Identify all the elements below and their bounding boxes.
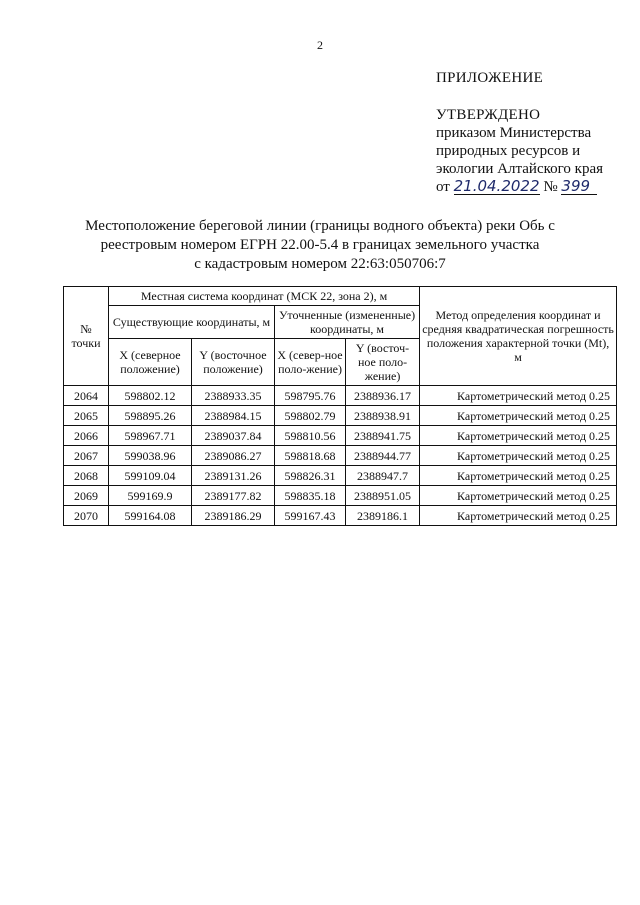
cell-y-refined: 2388944.77 <box>346 446 420 466</box>
cell-method: Картометрический метод 0.25 <box>420 446 617 466</box>
cell-method: Картометрический метод 0.25 <box>420 506 617 526</box>
cell-y-existing: 2389177.82 <box>192 486 275 506</box>
cell-point-number: 2066 <box>64 426 109 446</box>
header-x-existing: X (северное положение) <box>109 339 192 386</box>
header-refined-coordinates: Уточненные (измененные) координаты, м <box>275 306 420 339</box>
table-row <box>64 446 617 466</box>
cell-y-refined: 2388941.75 <box>346 426 420 446</box>
cell-y-existing: 2388984.15 <box>192 406 275 426</box>
approval-heading: УТВЕРЖДЕНО <box>436 107 541 123</box>
document-title <box>80 217 560 274</box>
cell-x-existing: 599164.08 <box>109 506 192 526</box>
table-row <box>64 426 617 446</box>
cell-y-existing: 2389131.26 <box>192 466 275 486</box>
cell-y-refined: 2388938.91 <box>346 406 420 426</box>
cell-x-existing: 599038.96 <box>109 446 192 466</box>
handwritten-date: 21.04.2022 <box>453 177 540 195</box>
title-line-3: с кадастровым номером 22:63:050706:7 <box>194 256 446 272</box>
coordinates-table <box>63 286 617 526</box>
cell-y-refined: 2388947.7 <box>346 466 420 486</box>
header-y-refined: Y (восточ-ное поло-жение) <box>346 339 420 386</box>
approval-line-3: экологии Алтайского края <box>436 161 604 177</box>
header-point-number: № точки <box>64 287 109 386</box>
cell-y-refined: 2389186.1 <box>346 506 420 526</box>
cell-x-existing: 598802.12 <box>109 386 192 406</box>
approval-line-1: приказом Министерства <box>436 125 592 141</box>
cell-x-existing: 598967.71 <box>109 426 192 446</box>
cell-method: Картометрический метод 0.25 <box>420 466 617 486</box>
cell-point-number: 2067 <box>64 446 109 466</box>
cell-point-number: 2070 <box>64 506 109 526</box>
cell-point-number: 2064 <box>64 386 109 406</box>
title-line-2: реестровым номером ЕГРН 22.00-5.4 в границах земельного участка <box>100 237 540 253</box>
cell-x-existing: 599109.04 <box>109 466 192 486</box>
cell-x-refined: 598810.56 <box>275 426 346 446</box>
cell-y-existing: 2388933.35 <box>192 386 275 406</box>
table-row <box>64 506 617 526</box>
table-row <box>64 386 617 406</box>
cell-x-refined: 598826.31 <box>275 466 346 486</box>
cell-y-refined: 2388936.17 <box>346 386 420 406</box>
table-row <box>64 406 617 426</box>
approval-line-2: природных ресурсов и <box>436 143 581 159</box>
cell-x-refined: 599167.43 <box>275 506 346 526</box>
table-row <box>64 486 617 506</box>
number-sign-label: № <box>543 179 558 195</box>
approval-block <box>436 106 636 196</box>
cell-y-refined: 2388951.05 <box>346 486 420 506</box>
header-x-refined: X (север-ное поло-жение) <box>275 339 346 386</box>
header-y-existing: Y (восточное положение) <box>192 339 275 386</box>
header-method: Метод определения координат и средняя квадратическая погрешность положения характерной точки (Mt), м <box>420 287 617 386</box>
cell-method: Картометрический метод 0.25 <box>420 486 617 506</box>
cell-y-existing: 2389037.84 <box>192 426 275 446</box>
cell-x-existing: 599169.9 <box>109 486 192 506</box>
title-line-1: Местоположение береговой линии (границы водного объекта) реки Обь с <box>85 218 555 234</box>
cell-method: Картометрический метод 0.25 <box>420 406 617 426</box>
cell-x-refined: 598802.79 <box>275 406 346 426</box>
cell-x-refined: 598835.18 <box>275 486 346 506</box>
cell-y-existing: 2389086.27 <box>192 446 275 466</box>
order-date-number-line <box>436 178 636 196</box>
cell-method: Картометрический метод 0.25 <box>420 426 617 446</box>
handwritten-order-number: 399 <box>561 179 597 195</box>
table-row <box>64 466 617 486</box>
date-from-label: от <box>436 179 450 195</box>
header-existing-coordinates: Существующие координаты, м <box>109 306 275 339</box>
cell-method: Картометрический метод 0.25 <box>420 386 617 406</box>
cell-point-number: 2065 <box>64 406 109 426</box>
page-number: 2 <box>317 38 323 52</box>
cell-x-existing: 598895.26 <box>109 406 192 426</box>
cell-point-number: 2069 <box>64 486 109 506</box>
cell-point-number: 2068 <box>64 466 109 486</box>
cell-y-existing: 2389186.29 <box>192 506 275 526</box>
header-coordinate-system: Местная система координат (МСК 22, зона 2), м <box>109 287 420 306</box>
cell-x-refined: 598818.68 <box>275 446 346 466</box>
appendix-label: ПРИЛОЖЕНИЕ <box>436 70 544 86</box>
cell-x-refined: 598795.76 <box>275 386 346 406</box>
